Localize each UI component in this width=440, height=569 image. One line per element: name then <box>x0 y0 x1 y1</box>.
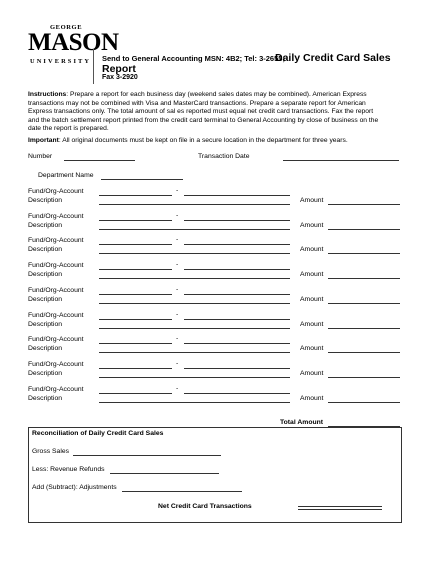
description-field[interactable] <box>99 328 290 329</box>
department-name-field[interactable] <box>101 179 183 180</box>
adjustments-label: Add (Subtract): Adjustments <box>32 484 117 491</box>
amount-label: Amount <box>300 246 324 254</box>
form-title-line2: Report <box>102 63 136 75</box>
amount-field[interactable] <box>328 377 400 378</box>
fund-field[interactable] <box>99 269 172 270</box>
net-transactions-double-rule <box>298 509 382 510</box>
amount-label: Amount <box>300 320 324 328</box>
fund-field[interactable] <box>99 343 172 344</box>
description-field[interactable] <box>99 253 290 254</box>
fund-dash: - <box>176 261 179 269</box>
description-label: Description <box>28 394 62 402</box>
amount-field[interactable] <box>328 303 400 304</box>
net-transactions-field[interactable] <box>298 506 382 507</box>
org-account-field[interactable] <box>184 393 290 394</box>
important-text: : All original documents must be kept on file in a secure location in the department for three years. <box>58 137 348 144</box>
gross-sales-label: Gross Sales <box>32 448 70 455</box>
instructions-label: Instructions <box>28 91 67 98</box>
amount-field[interactable] <box>328 278 400 279</box>
fund-dash: - <box>176 285 179 293</box>
amount-label: Amount <box>300 369 324 377</box>
amount-label: Amount <box>300 271 324 279</box>
important-paragraph <box>28 137 348 144</box>
description-label: Description <box>28 320 62 328</box>
instructions-text: : Prepare a report for each business day (weekend sales dates may be combined). American Express transactions may not be combined with Visa and MasterCard transactions. Prepare a separate report for American Express transactions only. The total amount of sal es reported must equal net credit card transactions. Fax the report and the batch settlement report printed from the credit card terminal to General Accounting by close of business on the date the report is prepared. <box>28 91 379 133</box>
description-field[interactable] <box>99 377 290 378</box>
important-label: Important <box>28 137 59 144</box>
description-label: Description <box>28 295 62 303</box>
description-field[interactable] <box>99 303 290 304</box>
amount-label: Amount <box>300 295 324 303</box>
department-name-label: Department Name <box>38 172 94 179</box>
logo-george: GEORGE <box>50 24 83 31</box>
fund-field[interactable] <box>99 244 172 245</box>
fund-field[interactable] <box>99 368 172 369</box>
number-label: Number <box>28 153 53 160</box>
transaction-date-label: Transaction Date <box>198 153 250 160</box>
amount-field[interactable] <box>328 229 400 230</box>
header-divider <box>93 49 94 84</box>
fund-org-account-label: Fund/Org-Account <box>28 188 84 195</box>
amount-label: Amount <box>300 221 324 229</box>
description-label: Description <box>28 246 62 254</box>
description-label: Description <box>28 369 62 377</box>
reconciliation-title: Reconciliation of Daily Credit Card Sales <box>32 430 164 437</box>
org-account-field[interactable] <box>184 195 290 196</box>
revenue-refunds-field[interactable] <box>110 473 219 474</box>
description-label: Description <box>28 345 62 353</box>
number-field[interactable] <box>64 160 135 161</box>
total-amount-label: Total Amount <box>280 419 324 426</box>
gross-sales-field[interactable] <box>73 455 221 456</box>
fund-org-account-label: Fund/Org-Account <box>28 237 84 245</box>
net-transactions-label: Net Credit Card Transactions <box>158 503 252 510</box>
description-field[interactable] <box>99 278 290 279</box>
fund-dash: - <box>176 211 179 219</box>
transaction-date-field[interactable] <box>283 160 399 161</box>
org-account-field[interactable] <box>184 269 290 270</box>
description-label: Description <box>28 197 62 204</box>
amount-label: Amount <box>300 394 324 402</box>
fund-dash: - <box>176 187 179 194</box>
amount-field[interactable] <box>328 253 400 254</box>
fund-dash: - <box>176 335 179 343</box>
fund-field[interactable] <box>99 195 172 196</box>
amount-field[interactable] <box>328 352 400 353</box>
description-field[interactable] <box>99 402 290 403</box>
amount-field[interactable] <box>328 204 400 205</box>
adjustments-field[interactable] <box>122 491 242 492</box>
instructions-paragraph <box>28 91 383 134</box>
amount-label: Amount <box>300 197 324 204</box>
amount-field[interactable] <box>328 402 400 403</box>
description-label: Description <box>28 221 62 229</box>
logo-mason: MASON <box>28 29 119 56</box>
fund-dash: - <box>176 310 179 318</box>
fund-org-account-label: Fund/Org-Account <box>28 360 84 368</box>
revenue-refunds-label: Less: Revenue Refunds <box>32 466 105 473</box>
fund-field[interactable] <box>99 294 172 295</box>
fund-org-account-label: Fund/Org-Account <box>28 262 84 270</box>
fund-field[interactable] <box>99 220 172 221</box>
fund-org-account-label: Fund/Org-Account <box>28 311 84 319</box>
form-title-line1: Daily Credit Card Sales <box>275 52 391 64</box>
org-account-field[interactable] <box>184 319 290 320</box>
description-field[interactable] <box>99 352 290 353</box>
org-account-field[interactable] <box>184 244 290 245</box>
fund-field[interactable] <box>99 393 172 394</box>
fax-number: Fax 3-2920 <box>102 74 138 81</box>
description-label: Description <box>28 271 62 279</box>
org-account-field[interactable] <box>184 343 290 344</box>
fund-org-account-label: Fund/Org-Account <box>28 385 84 393</box>
fund-dash: - <box>176 384 179 392</box>
org-account-field[interactable] <box>184 220 290 221</box>
fund-org-account-label: Fund/Org-Account <box>28 212 84 220</box>
fund-field[interactable] <box>99 319 172 320</box>
fund-dash: - <box>176 236 179 244</box>
amount-label: Amount <box>300 345 324 353</box>
logo-university: UNIVERSITY <box>30 58 92 65</box>
fund-dash: - <box>176 359 179 367</box>
amount-field[interactable] <box>328 328 400 329</box>
org-account-field[interactable] <box>184 368 290 369</box>
description-field[interactable] <box>99 229 290 230</box>
send-to-text: Send to General Accounting MSN: 4B2; Tel: 3-2655; <box>102 54 285 63</box>
fund-org-account-label: Fund/Org-Account <box>28 286 84 294</box>
org-account-field[interactable] <box>184 294 290 295</box>
description-field[interactable] <box>99 204 290 205</box>
fund-org-account-label: Fund/Org-Account <box>28 336 84 344</box>
